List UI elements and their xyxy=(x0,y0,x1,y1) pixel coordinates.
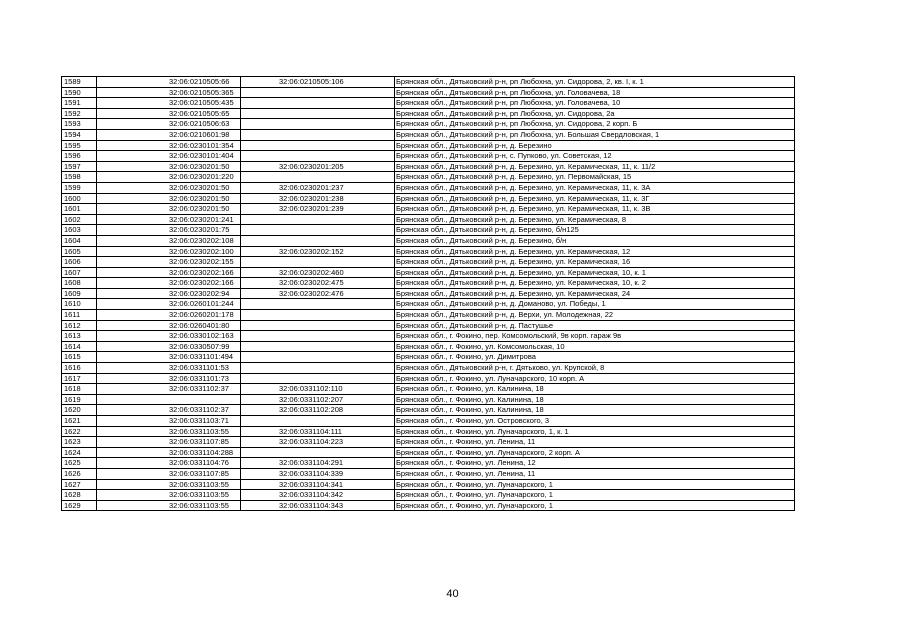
related-cadastral-number-cell: 32:06:0331102:110 xyxy=(241,384,395,395)
cadastral-number-cell: 32:06:0260401:80 xyxy=(97,320,241,331)
cadastral-number-cell: 32:06:0230201:75 xyxy=(97,225,241,236)
cadastral-number-cell: 32:06:0331101:494 xyxy=(97,352,241,363)
row-number-cell: 1606 xyxy=(62,257,97,268)
address-cell: Брянская обл., г. Фокино, ул. Комсомольская, 10 xyxy=(395,341,795,352)
related-cadastral-number-cell: 32:06:0230202:460 xyxy=(241,267,395,278)
related-cadastral-number-cell xyxy=(241,140,395,151)
table-row xyxy=(62,77,795,88)
address-cell: Брянская обл., Дятьковский р-н, д. Березино, ул. Керамическая, 8 xyxy=(395,214,795,225)
address-cell: Брянская обл., г. Фокино, ул. Луначарского, 1 xyxy=(395,500,795,511)
table-row xyxy=(62,310,795,321)
cadastral-number-cell: 32:06:0260201:178 xyxy=(97,310,241,321)
related-cadastral-number-cell: 32:06:0331104:291 xyxy=(241,458,395,469)
table-row xyxy=(62,341,795,352)
related-cadastral-number-cell xyxy=(241,235,395,246)
related-cadastral-number-cell xyxy=(241,98,395,109)
related-cadastral-number-cell: 32:06:0331102:208 xyxy=(241,405,395,416)
related-cadastral-number-cell: 32:06:0230201:237 xyxy=(241,182,395,193)
related-cadastral-number-cell xyxy=(241,87,395,98)
row-number-cell: 1629 xyxy=(62,500,97,511)
cadastral-number-cell: 32:06:0230202:166 xyxy=(97,278,241,289)
related-cadastral-number-cell xyxy=(241,119,395,130)
cadastral-number-cell: 32:06:0230101:354 xyxy=(97,140,241,151)
cadastral-number-cell: 32:06:0331102:37 xyxy=(97,384,241,395)
cadastral-number-cell: 32:06:0230201:220 xyxy=(97,172,241,183)
table-row xyxy=(62,172,795,183)
table-row xyxy=(62,246,795,257)
table-row xyxy=(62,129,795,140)
row-number-cell: 1611 xyxy=(62,310,97,321)
row-number-cell: 1627 xyxy=(62,479,97,490)
row-number-cell: 1622 xyxy=(62,426,97,437)
table-row xyxy=(62,151,795,162)
related-cadastral-number-cell xyxy=(241,320,395,331)
address-cell: Брянская обл., Дятьковский р-н, рп Любохна, ул. Сидорова, 2 корп. Б xyxy=(395,119,795,130)
cadastral-number-cell: 32:06:0260101:244 xyxy=(97,299,241,310)
cadastral-number-cell: 32:06:0331101:73 xyxy=(97,373,241,384)
table-row xyxy=(62,468,795,479)
cadastral-number-cell: 32:06:0210506:63 xyxy=(97,119,241,130)
table-row xyxy=(62,204,795,215)
row-number-cell: 1628 xyxy=(62,490,97,501)
cadastral-number-cell: 32:06:0230201:50 xyxy=(97,182,241,193)
table-row xyxy=(62,479,795,490)
address-cell: Брянская обл., Дятьковский р-н, рп Любохна, ул. Головачева, 10 xyxy=(395,98,795,109)
related-cadastral-number-cell xyxy=(241,416,395,427)
related-cadastral-number-cell: 32:06:0210505:106 xyxy=(241,77,395,88)
address-cell: Брянская обл., Дятьковский р-н, д. Березино, ул. Керамическая, 12 xyxy=(395,246,795,257)
related-cadastral-number-cell xyxy=(241,129,395,140)
row-number-cell: 1624 xyxy=(62,447,97,458)
address-cell: Брянская обл., Дятьковский р-н, д. Березино, ул. Керамическая, 11, к. 3А xyxy=(395,182,795,193)
address-cell: Брянская обл., г. Фокино, пер. Комсомольский, 9в корп. гараж 9в xyxy=(395,331,795,342)
cadastral-number-cell xyxy=(97,394,241,405)
address-cell: Брянская обл., Дятьковский р-н, д. Березино, б/н125 xyxy=(395,225,795,236)
row-number-cell: 1616 xyxy=(62,363,97,374)
table-row xyxy=(62,384,795,395)
cadastral-number-cell: 32:06:0331103:55 xyxy=(97,490,241,501)
table-row xyxy=(62,331,795,342)
table-row xyxy=(62,161,795,172)
table-row xyxy=(62,278,795,289)
row-number-cell: 1590 xyxy=(62,87,97,98)
table-row xyxy=(62,87,795,98)
address-cell: Брянская обл., г. Фокино, ул. Калинина, 18 xyxy=(395,384,795,395)
related-cadastral-number-cell: 32:06:0331104:339 xyxy=(241,468,395,479)
address-cell: Брянская обл., Дятьковский р-н, д. Березино, ул. Керамическая, 24 xyxy=(395,288,795,299)
table-row xyxy=(62,193,795,204)
row-number-cell: 1604 xyxy=(62,235,97,246)
table-row xyxy=(62,426,795,437)
cadastral-number-cell: 32:06:0331103:55 xyxy=(97,500,241,511)
address-cell: Брянская обл., Дятьковский р-н, рп Любохна, ул. Большая Свердловская, 1 xyxy=(395,129,795,140)
address-cell: Брянская обл., Дятьковский р-н, д. Доманово, ул. Победы, 1 xyxy=(395,299,795,310)
row-number-cell: 1621 xyxy=(62,416,97,427)
cadastral-number-cell: 32:06:0331104:288 xyxy=(97,447,241,458)
address-cell: Брянская обл., Дятьковский р-н, д. Березино, ул. Керамическая, 16 xyxy=(395,257,795,268)
row-number-cell: 1594 xyxy=(62,129,97,140)
address-cell: Брянская обл., Дятьковский р-н, с. Пупково, ул. Советская, 12 xyxy=(395,151,795,162)
address-cell: Брянская обл., Дятьковский р-н, рп Любохна, ул. Сидорова, 2, кв. I, к. 1 xyxy=(395,77,795,88)
row-number-cell: 1617 xyxy=(62,373,97,384)
row-number-cell: 1595 xyxy=(62,140,97,151)
cadastral-number-cell: 32:06:0210505:65 xyxy=(97,108,241,119)
cadastral-number-cell: 32:06:0331102:37 xyxy=(97,405,241,416)
address-cell: Брянская обл., г. Фокино, ул. Луначарского, 10 корп. А xyxy=(395,373,795,384)
row-number-cell: 1605 xyxy=(62,246,97,257)
related-cadastral-number-cell xyxy=(241,447,395,458)
table-row xyxy=(62,363,795,374)
address-cell: Брянская обл., Дятьковский р-н, д. Березино xyxy=(395,140,795,151)
table-row xyxy=(62,500,795,511)
cadastral-number-cell: 32:06:0330102:163 xyxy=(97,331,241,342)
cadastral-number-cell: 32:06:0330507:99 xyxy=(97,341,241,352)
address-cell: Брянская обл., г. Фокино, ул. Луначарского, 2 корп. А xyxy=(395,447,795,458)
cadastral-number-cell: 32:06:0230201:241 xyxy=(97,214,241,225)
row-number-cell: 1596 xyxy=(62,151,97,162)
cadastral-number-cell: 32:06:0210601:98 xyxy=(97,129,241,140)
table-row xyxy=(62,437,795,448)
table-row xyxy=(62,405,795,416)
related-cadastral-number-cell xyxy=(241,151,395,162)
cadastral-number-cell: 32:06:0331103:55 xyxy=(97,426,241,437)
page-number: 40 xyxy=(446,588,459,600)
table-row xyxy=(62,352,795,363)
row-number-cell: 1592 xyxy=(62,108,97,119)
table-row xyxy=(62,416,795,427)
cadastral-number-cell: 32:06:0230202:108 xyxy=(97,235,241,246)
related-cadastral-number-cell xyxy=(241,257,395,268)
address-cell: Брянская обл., Дятьковский р-н, д. Березино, ул. Керамическая, 10, к. 1 xyxy=(395,267,795,278)
address-cell: Брянская обл., г. Фокино, ул. Калинина, 18 xyxy=(395,405,795,416)
related-cadastral-number-cell xyxy=(241,352,395,363)
related-cadastral-number-cell xyxy=(241,214,395,225)
row-number-cell: 1619 xyxy=(62,394,97,405)
address-cell: Брянская обл., Дятьковский р-н, г. Дятьково, ул. Крупской, 8 xyxy=(395,363,795,374)
cadastral-number-cell: 32:06:0331103:55 xyxy=(97,479,241,490)
related-cadastral-number-cell xyxy=(241,108,395,119)
related-cadastral-number-cell xyxy=(241,172,395,183)
cadastral-number-cell: 32:06:0230202:94 xyxy=(97,288,241,299)
address-cell: Брянская обл., Дятьковский р-н, д. Березино, ул. Керамическая, 11, к. 3В xyxy=(395,204,795,215)
cadastral-number-cell: 32:06:0331101:53 xyxy=(97,363,241,374)
table-row xyxy=(62,214,795,225)
row-number-cell: 1593 xyxy=(62,119,97,130)
cadastral-number-cell: 32:06:0230101:404 xyxy=(97,151,241,162)
table-row xyxy=(62,140,795,151)
address-cell: Брянская обл., Дятьковский р-н, д. Березино, ул. Керамическая, 11, к. 11/2 xyxy=(395,161,795,172)
related-cadastral-number-cell xyxy=(241,363,395,374)
row-number-cell: 1597 xyxy=(62,161,97,172)
row-number-cell: 1603 xyxy=(62,225,97,236)
related-cadastral-number-cell xyxy=(241,225,395,236)
address-cell: Брянская обл., Дятьковский р-н, д. Березино, ул. Керамическая, 10, к. 2 xyxy=(395,278,795,289)
row-number-cell: 1589 xyxy=(62,77,97,88)
related-cadastral-number-cell xyxy=(241,373,395,384)
cadastral-number-cell: 32:06:0331107:85 xyxy=(97,437,241,448)
row-number-cell: 1623 xyxy=(62,437,97,448)
address-cell: Брянская обл., г. Фокино, ул. Ленина, 11 xyxy=(395,468,795,479)
registry-table xyxy=(61,76,795,511)
row-number-cell: 1626 xyxy=(62,468,97,479)
address-cell: Брянская обл., г. Фокино, ул. Луначарского, 1 xyxy=(395,490,795,501)
related-cadastral-number-cell: 32:06:0230201:238 xyxy=(241,193,395,204)
cadastral-number-cell: 32:06:0230202:166 xyxy=(97,267,241,278)
row-number-cell: 1618 xyxy=(62,384,97,395)
cadastral-number-cell: 32:06:0331104:76 xyxy=(97,458,241,469)
row-number-cell: 1615 xyxy=(62,352,97,363)
address-cell: Брянская обл., Дятьковский р-н, д. Верхи, ул. Молодежная, 22 xyxy=(395,310,795,321)
address-cell: Брянская обл., г. Фокино, ул. Ленина, 11 xyxy=(395,437,795,448)
row-number-cell: 1601 xyxy=(62,204,97,215)
table-row xyxy=(62,299,795,310)
table-row xyxy=(62,108,795,119)
cadastral-number-cell: 32:06:0230202:155 xyxy=(97,257,241,268)
related-cadastral-number-cell xyxy=(241,341,395,352)
row-number-cell: 1599 xyxy=(62,182,97,193)
row-number-cell: 1625 xyxy=(62,458,97,469)
cadastral-number-cell: 32:06:0230202:100 xyxy=(97,246,241,257)
address-cell: Брянская обл., Дятьковский р-н, рп Любохна, ул. Сидорова, 2а xyxy=(395,108,795,119)
row-number-cell: 1600 xyxy=(62,193,97,204)
row-number-cell: 1620 xyxy=(62,405,97,416)
cadastral-number-cell: 32:06:0210505:365 xyxy=(97,87,241,98)
address-cell: Брянская обл., г. Фокино, ул. Луначарского, 1, к. 1 xyxy=(395,426,795,437)
table-row xyxy=(62,458,795,469)
row-number-cell: 1613 xyxy=(62,331,97,342)
address-cell: Брянская обл., г. Фокино, ул. Димитрова xyxy=(395,352,795,363)
row-number-cell: 1607 xyxy=(62,267,97,278)
related-cadastral-number-cell: 32:06:0331102:207 xyxy=(241,394,395,405)
table-row xyxy=(62,267,795,278)
related-cadastral-number-cell xyxy=(241,331,395,342)
table-row xyxy=(62,182,795,193)
related-cadastral-number-cell xyxy=(241,310,395,321)
cadastral-number-cell: 32:06:0230201:50 xyxy=(97,204,241,215)
table-row xyxy=(62,119,795,130)
row-number-cell: 1609 xyxy=(62,288,97,299)
table-row xyxy=(62,288,795,299)
row-number-cell: 1612 xyxy=(62,320,97,331)
related-cadastral-number-cell: 32:06:0331104:341 xyxy=(241,479,395,490)
registry-table-body xyxy=(62,77,795,511)
address-cell: Брянская обл., Дятьковский р-н, рп Любохна, ул. Головачева, 18 xyxy=(395,87,795,98)
address-cell: Брянская обл., Дятьковский р-н, д. Березино, ул. Керамическая, 11, к. 3Г xyxy=(395,193,795,204)
related-cadastral-number-cell: 32:06:0230202:152 xyxy=(241,246,395,257)
cadastral-number-cell: 32:06:0210505:435 xyxy=(97,98,241,109)
table-row xyxy=(62,490,795,501)
address-cell: Брянская обл., г. Фокино, ул. Луначарского, 1 xyxy=(395,479,795,490)
table-row xyxy=(62,373,795,384)
related-cadastral-number-cell: 32:06:0331104:223 xyxy=(241,437,395,448)
related-cadastral-number-cell xyxy=(241,299,395,310)
address-cell: Брянская обл., г. Фокино, ул. Островского, 3 xyxy=(395,416,795,427)
table-row xyxy=(62,447,795,458)
row-number-cell: 1614 xyxy=(62,341,97,352)
related-cadastral-number-cell: 32:06:0230202:476 xyxy=(241,288,395,299)
cadastral-number-cell: 32:06:0331103:71 xyxy=(97,416,241,427)
address-cell: Брянская обл., Дятьковский р-н, д. Березино, б/н xyxy=(395,235,795,246)
address-cell: Брянская обл., Дятьковский р-н, д. Березино, ул. Первомайская, 15 xyxy=(395,172,795,183)
row-number-cell: 1591 xyxy=(62,98,97,109)
row-number-cell: 1602 xyxy=(62,214,97,225)
related-cadastral-number-cell: 32:06:0230201:239 xyxy=(241,204,395,215)
related-cadastral-number-cell: 32:06:0331104:111 xyxy=(241,426,395,437)
row-number-cell: 1608 xyxy=(62,278,97,289)
row-number-cell: 1610 xyxy=(62,299,97,310)
address-cell: Брянская обл., г. Фокино, ул. Ленина, 12 xyxy=(395,458,795,469)
row-number-cell: 1598 xyxy=(62,172,97,183)
table-row xyxy=(62,320,795,331)
related-cadastral-number-cell: 32:06:0230202:475 xyxy=(241,278,395,289)
related-cadastral-number-cell: 32:06:0331104:343 xyxy=(241,500,395,511)
address-cell: Брянская обл., г. Фокино, ул. Калинина, 18 xyxy=(395,394,795,405)
table-row xyxy=(62,225,795,236)
cadastral-number-cell: 32:06:0230201:50 xyxy=(97,193,241,204)
table-row xyxy=(62,235,795,246)
related-cadastral-number-cell: 32:06:0230201:205 xyxy=(241,161,395,172)
cadastral-number-cell: 32:06:0210505:66 xyxy=(97,77,241,88)
cadastral-number-cell: 32:06:0230201:50 xyxy=(97,161,241,172)
table-row xyxy=(62,257,795,268)
cadastral-number-cell: 32:06:0331107:85 xyxy=(97,468,241,479)
related-cadastral-number-cell: 32:06:0331104:342 xyxy=(241,490,395,501)
table-row xyxy=(62,98,795,109)
address-cell: Брянская обл., Дятьковский р-н, д. Пастушье xyxy=(395,320,795,331)
table-row xyxy=(62,394,795,405)
